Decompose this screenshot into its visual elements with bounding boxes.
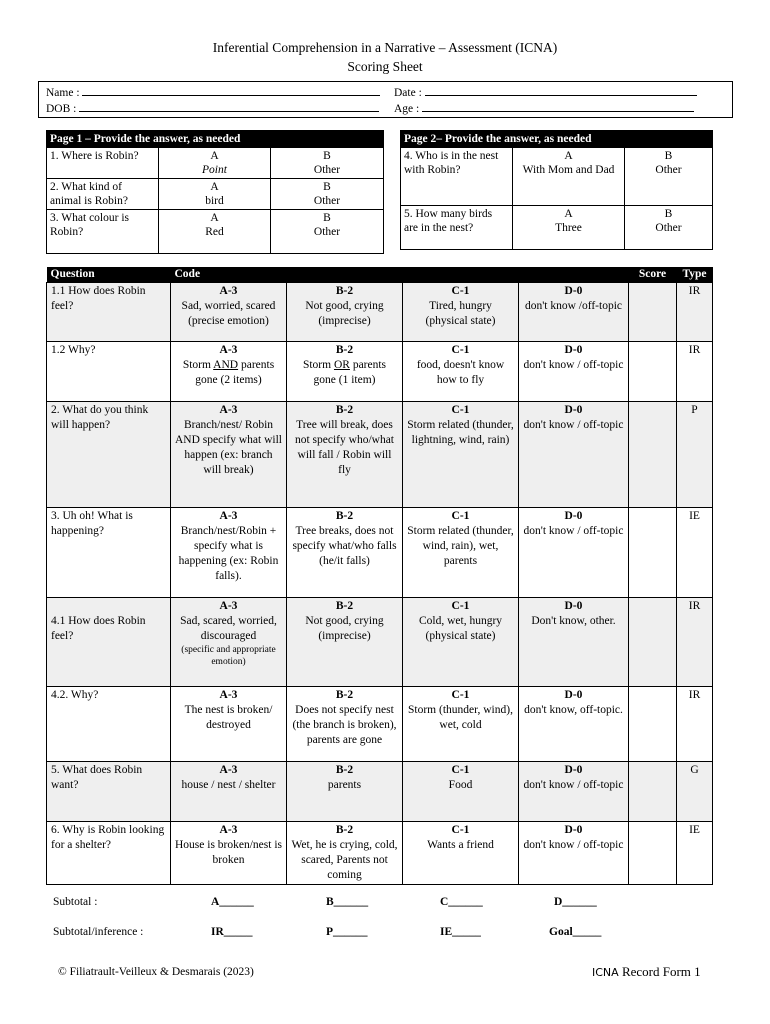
question-cell: 5. What does Robin want? [47, 762, 171, 822]
code-a-cell[interactable]: A-3 Storm AND parents gone (2 items) [171, 342, 287, 402]
score-cell[interactable] [629, 822, 677, 885]
subtotal-d[interactable]: D______ [554, 896, 597, 908]
code-b-cell[interactable]: B-2 Not good, crying (imprecise) [287, 283, 403, 342]
page2-header: Page 2– Provide the answer, as needed [401, 131, 713, 148]
code-d-cell[interactable]: D-0 don't know / off-topic [519, 822, 629, 885]
page1-row [47, 148, 384, 179]
copyright: © Filiatrault-Veilleux & Desmarais (2023) [58, 966, 254, 978]
code-d-cell[interactable]: D-0 don't know / off-topic [519, 508, 629, 598]
age-field[interactable] [394, 101, 694, 116]
page1-header: Page 1 – Provide the answer, as needed [47, 131, 384, 148]
date-label: Date : [394, 87, 422, 99]
table-row [47, 508, 713, 598]
score-cell[interactable] [629, 402, 677, 508]
type-cell: IR [677, 283, 713, 342]
question-cell: 2. What kind of animal is Robin? [47, 179, 159, 210]
code-c-cell[interactable]: C-1 Wants a friend [403, 822, 519, 885]
code-d-cell[interactable]: D-0 don't know / off-topic [519, 762, 629, 822]
page1-row [47, 210, 384, 254]
name-field[interactable] [46, 85, 380, 100]
code-a-cell[interactable]: A-3 The nest is broken/ destroyed [171, 687, 287, 762]
question-cell: 3. What colour is Robin? [47, 210, 159, 254]
code-c-cell[interactable]: C-1 food, doesn't know how to fly [403, 342, 519, 402]
code-b-cell[interactable]: B-2 parents [287, 762, 403, 822]
type-cell: IE [677, 822, 713, 885]
table-row [47, 402, 713, 508]
subtotal-ie[interactable]: IE_____ [440, 926, 481, 938]
code-header: Code [171, 267, 629, 283]
dob-field[interactable] [46, 101, 379, 116]
score-cell[interactable] [629, 762, 677, 822]
code-b-cell[interactable]: B-2 Does not specify nest (the branch is broken), parents are gone [287, 687, 403, 762]
code-c-cell[interactable]: C-1 Food [403, 762, 519, 822]
answer-a-cell[interactable]: A Three [513, 206, 625, 250]
question-cell: 4.2. Why? [47, 687, 171, 762]
table-row [47, 283, 713, 342]
subtotal-c[interactable]: C______ [440, 896, 483, 908]
page1-table [46, 130, 384, 254]
code-a-cell[interactable]: A-3 House is broken/nest is broken [171, 822, 287, 885]
code-c-cell[interactable]: C-1 Storm (thunder, wind), wet, cold [403, 687, 519, 762]
code-d-cell[interactable]: D-0 Don't know, other. [519, 598, 629, 687]
type-cell: IR [677, 342, 713, 402]
answer-b-cell[interactable]: B Other [625, 206, 713, 250]
identity-box [38, 81, 733, 118]
answer-b-cell[interactable]: B Other [271, 210, 384, 254]
subtotal-a[interactable]: A______ [211, 896, 254, 908]
code-c-cell[interactable]: C-1 Cold, wet, hungry (physical state) [403, 598, 519, 687]
table-row [47, 598, 713, 687]
code-c-cell[interactable]: C-1 Storm related (thunder, wind, rain), wet, parents [403, 508, 519, 598]
type-header: Type [677, 267, 713, 283]
code-d-cell[interactable]: D-0 don't know /off-topic [519, 283, 629, 342]
form-label: ICNA Record Form 1 [592, 964, 701, 979]
code-d-cell[interactable]: D-0 don't know / off-topic [519, 342, 629, 402]
type-cell: IE [677, 508, 713, 598]
code-b-cell[interactable]: B-2 Storm OR parents gone (1 item) [287, 342, 403, 402]
type-cell: G [677, 762, 713, 822]
code-c-cell[interactable]: C-1 Tired, hungry (physical state) [403, 283, 519, 342]
question-cell: 2. What do you think will happen? [47, 402, 171, 508]
code-b-cell[interactable]: B-2 Wet, he is crying, cold, scared, Parents not coming [287, 822, 403, 885]
code-a-cell[interactable]: A-3 house / nest / shelter [171, 762, 287, 822]
code-c-cell[interactable]: C-1 Storm related (thunder, lightning, wind, rain) [403, 402, 519, 508]
code-a-cell[interactable]: A-3 Sad, worried, scared (precise emotion) [171, 283, 287, 342]
code-d-cell[interactable]: D-0 don't know, off-topic. [519, 687, 629, 762]
scoring-header-row [47, 267, 713, 283]
question-cell: 6. Why is Robin looking for a shelter? [47, 822, 171, 885]
page2-row [401, 148, 713, 206]
table-row [47, 822, 713, 885]
code-b-cell[interactable]: B-2 Tree will break, does not specify who/what will fall / Robin will fly [287, 402, 403, 508]
type-cell: IR [677, 598, 713, 687]
table-row [47, 762, 713, 822]
subtotal-ir[interactable]: IR_____ [211, 926, 253, 938]
code-a-cell[interactable]: A-3 Branch/nest/Robin + specify what is happening (ex: Robin falls). [171, 508, 287, 598]
subtotal-label: Subtotal : [53, 896, 98, 908]
page2-row [401, 206, 713, 250]
score-header: Score [629, 267, 677, 283]
subtotal-p[interactable]: P______ [326, 926, 368, 938]
answer-a-cell[interactable]: A bird [159, 179, 271, 210]
score-cell[interactable] [629, 687, 677, 762]
type-cell: P [677, 402, 713, 508]
score-cell[interactable] [629, 598, 677, 687]
question-cell: 1. Where is Robin? [47, 148, 159, 179]
question-cell: 3. Uh oh! What is happening? [47, 508, 171, 598]
question-cell: 4. Who is in the nest with Robin? [401, 148, 513, 206]
score-cell[interactable] [629, 283, 677, 342]
code-b-cell[interactable]: B-2 Tree breaks, does not specify what/who falls (he/it falls) [287, 508, 403, 598]
question-cell: 1.2 Why? [47, 342, 171, 402]
subtotal-goal[interactable]: Goal_____ [549, 926, 602, 938]
question-cell: 5. How many birds are in the nest? [401, 206, 513, 250]
question-header: Question [47, 267, 171, 283]
subtotal-b[interactable]: B______ [326, 896, 369, 908]
answer-a-cell[interactable]: A Red [159, 210, 271, 254]
answer-b-cell[interactable]: B Other [271, 148, 384, 179]
question-cell: 4.1 How does Robin feel? [47, 598, 171, 687]
page1-row [47, 179, 384, 210]
table-row [47, 687, 713, 762]
question-cell: 1.1 How does Robin feel? [47, 283, 171, 342]
subtotal-inference-label: Subtotal/inference : [53, 926, 144, 938]
answer-b-cell[interactable]: B Other [271, 179, 384, 210]
name-label: Name : [46, 87, 80, 99]
table-row [47, 342, 713, 402]
code-a-cell[interactable]: A-3 Branch/nest/ Robin AND specify what will happen (ex: branch will break) [171, 402, 287, 508]
answer-a-cell[interactable]: A Point [159, 148, 271, 179]
scoring-table [46, 267, 713, 885]
code-d-cell[interactable]: D-0 don't know / off-topic [519, 402, 629, 508]
type-cell: IR [677, 687, 713, 762]
answer-b-cell[interactable]: B Other [625, 148, 713, 206]
code-a-cell[interactable]: A-3 Sad, scared, worried, discouraged (specific and appropriate emotion) [171, 598, 287, 687]
document-subtitle: Scoring Sheet [347, 59, 423, 74]
score-cell[interactable] [629, 508, 677, 598]
dob-label: DOB : [46, 103, 77, 115]
age-label: Age : [394, 103, 420, 115]
page2-table [400, 130, 713, 250]
score-cell[interactable] [629, 342, 677, 402]
answer-a-cell[interactable]: A With Mom and Dad [513, 148, 625, 206]
document-title: Inferential Comprehension in a Narrative – Assessment (ICNA) [212, 40, 558, 55]
code-b-cell[interactable]: B-2 Not good, crying (imprecise) [287, 598, 403, 687]
date-field[interactable] [394, 85, 697, 100]
